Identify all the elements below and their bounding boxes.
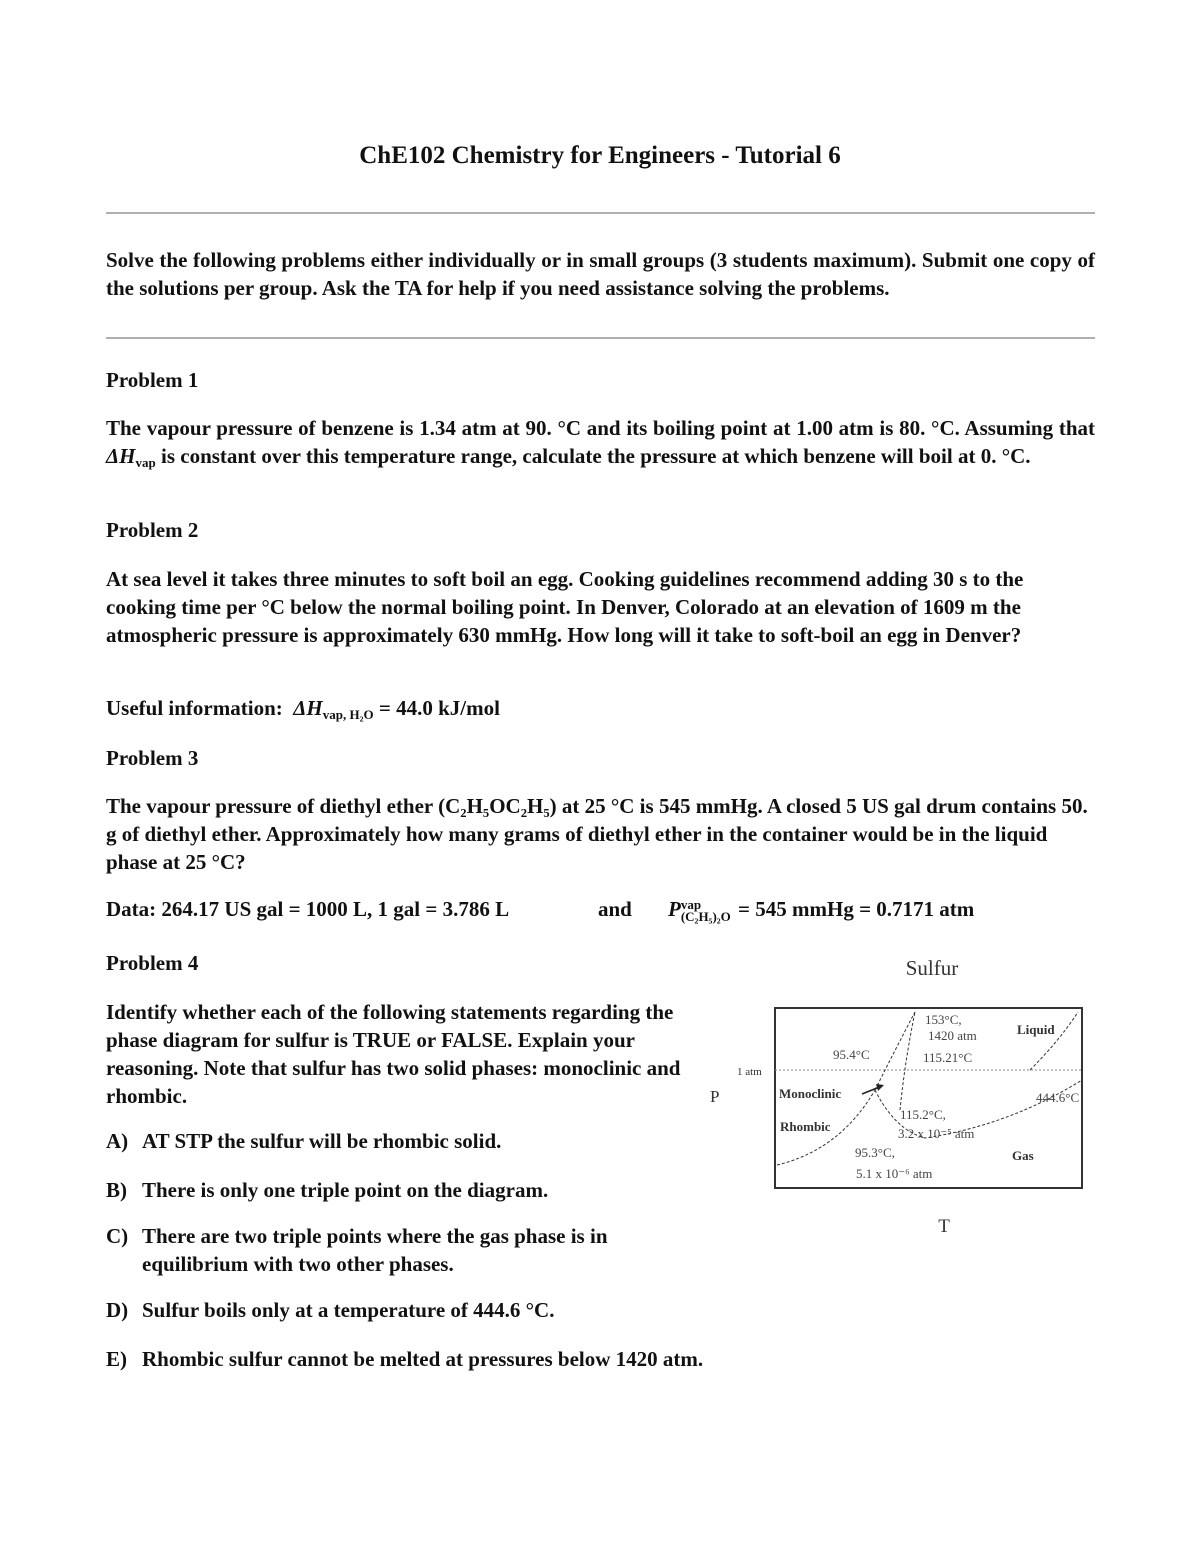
p-symbol: P: [668, 897, 681, 921]
page-title: ChE102 Chemistry for Engineers - Tutorial 6: [359, 142, 841, 169]
liquid-upper-boundary: [1030, 1012, 1078, 1070]
problem-1-text-a: The vapour pressure of benzene is 1.34 atm at 90. °C and its boiling point at 1.00 atm is 80. °C. Assuming that: [106, 416, 1095, 440]
bp-444-6-label: 444.6°C: [1036, 1090, 1080, 1105]
tp-low-pressure: 5.1 x 10⁻⁶ atm: [856, 1166, 933, 1181]
diagram-title: Sulfur: [905, 956, 959, 980]
mp-115-21-label: 115.21°C: [923, 1050, 973, 1065]
liquid-label: Liquid: [1017, 1022, 1055, 1037]
problem-3-and: and: [598, 897, 632, 921]
problem-1-text: [106, 414, 1095, 477]
statement-letter: A): [106, 1129, 129, 1153]
problem-3-data: Data: 264.17 US gal = 1000 L, 1 gal = 3.786 L: [106, 897, 510, 921]
problem-3-heading: Problem 3: [106, 746, 199, 770]
p-value: = 545 mmHg = 0.7171 atm: [732, 897, 975, 921]
problem-3-pressure: [668, 897, 974, 923]
gas-label: Gas: [1012, 1148, 1034, 1163]
x-axis-label: T: [938, 1216, 950, 1237]
rhombic-monoclinic-boundary: [875, 1012, 915, 1090]
statement-text: There are two triple points where the gas phase is in equilibrium with two other phases.: [142, 1224, 608, 1276]
statement-letter: E): [106, 1347, 127, 1371]
statement-letter: C): [106, 1224, 129, 1248]
statement-text: There is only one triple point on the diagram.: [142, 1178, 549, 1202]
problem-1-text-b: is constant over this temperature range, calculate the pressure at which benzene will boil at 0. °C.: [155, 444, 1031, 468]
problem-2-heading: Problem 2: [106, 518, 199, 542]
tp-high-pressure: 1420 atm: [928, 1028, 977, 1043]
tp-mid-temperature: 115.2°C,: [900, 1107, 946, 1122]
sulfur-phase-diagram: [690, 950, 1100, 1240]
delta-h-subscript: vap: [135, 455, 156, 470]
p-superscript: vap: [680, 897, 702, 913]
divider-top: [106, 212, 1095, 214]
problem-2-useful-info: [106, 696, 500, 723]
useful-info-label: Useful information:: [106, 696, 283, 720]
statement-text: Rhombic sulfur cannot be melted at pressures below 1420 atm.: [142, 1347, 704, 1371]
useful-delta-h-sub: vap, H₂O: [322, 707, 374, 722]
problem-1-heading: Problem 1: [106, 368, 199, 392]
instructions-text: Solve the following problems either individually or in small groups (3 students maximum). Submit one copy of the solutions per group. Ask the TA for help if you need assistance solving the problems.: [106, 248, 1095, 300]
one-atm-label: 1 atm: [737, 1066, 762, 1078]
statement-text: AT STP the sulfur will be rhombic solid.: [142, 1129, 502, 1153]
arrow-head-icon: [876, 1084, 884, 1091]
problem-2-text: At sea level it takes three minutes to soft boil an egg. Cooking guidelines recommend adding 30 s to the cooking time per °C below the normal boiling point. In Denver, Colorado at an elevation of 1609 m the atmospheric pressure is approximately 630 mmHg. How long will it take to soft-boil an egg in Denver?: [106, 567, 1024, 647]
monoclinic-label: Monoclinic: [779, 1086, 842, 1101]
statement-letter: B): [106, 1178, 127, 1202]
p-subscript: (C₂H₅)₂O: [680, 909, 731, 925]
rhombic-label: Rhombic: [780, 1119, 831, 1134]
problem-4-intro: Identify whether each of the following statements regarding the phase diagram for sulfur is TRUE or FALSE. Explain your reasoning. Note that sulfur has two solid phases: monoclinic and rhombic.: [106, 1000, 681, 1108]
statement-letter: D): [106, 1298, 129, 1322]
useful-value: = 44.0 kJ/mol: [373, 696, 500, 720]
delta-h-symbol: ΔH: [106, 444, 136, 468]
useful-delta-h: ΔH: [293, 696, 323, 720]
tp-mid-pressure: 3.2 x 10⁻⁵ atm: [898, 1126, 975, 1141]
tp-low-temperature: 95.3°C,: [855, 1145, 895, 1160]
problem-3-text: The vapour pressure of diethyl ether (C₂H₅OC₂H₅) at 25 °C is 545 mmHg. A closed 5 US gal drum contains 50. g of diethyl ether. Approximately how many grams of diethyl ether in the container would be in the liquid phase at 25 °C?: [106, 794, 1088, 874]
tp-high-temperature: 153°C,: [925, 1012, 962, 1027]
divider-bottom: [106, 337, 1095, 339]
statement-text: Sulfur boils only at a temperature of 444.6 °C.: [142, 1298, 555, 1322]
y-axis-label: P: [710, 1087, 720, 1106]
problem-4-heading: Problem 4: [106, 951, 199, 975]
mp-95-4-label: 95.4°C: [833, 1047, 870, 1062]
